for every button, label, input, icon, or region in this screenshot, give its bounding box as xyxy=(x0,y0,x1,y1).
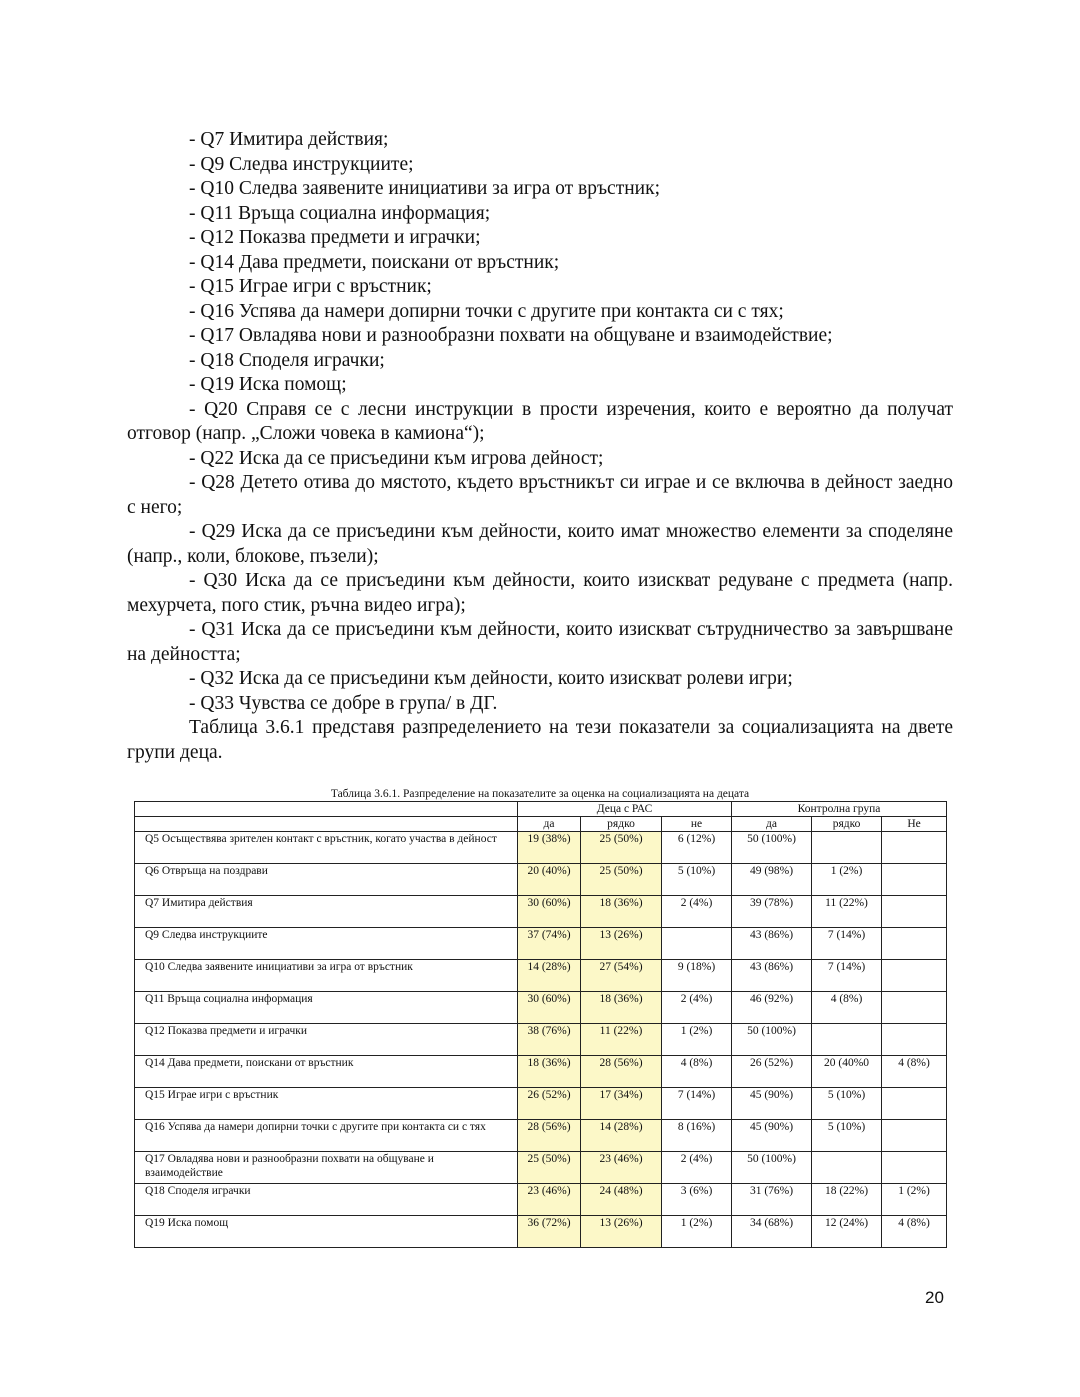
table-row xyxy=(135,928,947,960)
body-paragraph: - Q30 Иска да се присъедини към дейности, които изискват редуване с предмета (напр. мехурчета, пого стик, ръчна видео игра); xyxy=(127,570,953,616)
table-cell: 30 (60%) xyxy=(518,896,581,928)
body-paragraph: - Q32 Иска да се присъедини към дейности, които изискват ролеви игри; xyxy=(189,668,793,689)
table-sub-header-row xyxy=(135,817,947,832)
table-cell: 8 (16%) xyxy=(662,1120,732,1152)
body-paragraph: - Q19 Иска помощ; xyxy=(189,374,347,395)
table-cell: 1 (2%) xyxy=(882,1184,947,1216)
row-label: Q15 Играе игри с връстник xyxy=(135,1088,518,1120)
body-paragraph: - Q10 Следва заявените инициативи за игра от връстник; xyxy=(189,178,660,199)
row-label: Q10 Следва заявените инициативи за игра от връстник xyxy=(135,960,518,992)
table-cell: 34 (68%) xyxy=(732,1216,812,1248)
table-cell: 39 (78%) xyxy=(732,896,812,928)
table-cell: 7 (14%) xyxy=(662,1088,732,1120)
body-paragraph: - Q29 Иска да се присъедини към дейности, които имат множество елементи за споделяне (напр., коли, блокове, пъзели); xyxy=(127,521,953,567)
table-cell: 25 (50%) xyxy=(581,864,662,896)
table-cell: 23 (46%) xyxy=(518,1184,581,1216)
table-cell xyxy=(882,1088,947,1120)
table-cell: 38 (76%) xyxy=(518,1024,581,1056)
table-cell: 9 (18%) xyxy=(662,960,732,992)
table-cell: 28 (56%) xyxy=(518,1120,581,1152)
table-cell: 37 (74%) xyxy=(518,928,581,960)
table-cell xyxy=(812,1024,882,1056)
table-cell: 14 (28%) xyxy=(518,960,581,992)
table-row xyxy=(135,864,947,896)
row-label: Q5 Осъществява зрителен контакт с връстник, когато участва в дейност xyxy=(135,832,518,864)
table-cell: 19 (38%) xyxy=(518,832,581,864)
table-cell: 4 (8%) xyxy=(882,1056,947,1088)
table-cell: 45 (90%) xyxy=(732,1120,812,1152)
table-cell: 1 (2%) xyxy=(662,1024,732,1056)
table-cell: 18 (36%) xyxy=(518,1056,581,1088)
body-paragraph: - Q14 Дава предмети, поискани от връстник; xyxy=(189,251,560,273)
table-cell: 18 (22%) xyxy=(812,1184,882,1216)
table-cell: 18 (36%) xyxy=(581,896,662,928)
body-paragraph: - Q22 Иска да се присъедини към игрова дейност; xyxy=(189,447,604,469)
table-cell: 13 (26%) xyxy=(581,928,662,960)
table-cell: 2 (4%) xyxy=(662,896,732,928)
table-row xyxy=(135,1184,947,1216)
table-cell xyxy=(662,928,732,960)
sub-header-control-yes: да xyxy=(732,817,812,832)
table-row xyxy=(135,1216,947,1248)
sub-header-asd-rarely: рядко xyxy=(581,817,662,832)
body-paragraph: - Q12 Показва предмети и играчки; xyxy=(189,227,481,248)
table-cell: 3 (6%) xyxy=(662,1184,732,1216)
row-label: Q6 Отвръща на поздрави xyxy=(135,864,518,896)
table-cell: 4 (8%) xyxy=(882,1216,947,1248)
body-paragraph: - Q31 Иска да се присъедини към дейности, които изискват сътрудничество за завършване на дейността; xyxy=(127,619,953,665)
table-cell: 2 (4%) xyxy=(662,992,732,1024)
table-cell xyxy=(882,1024,947,1056)
table-cell: 6 (12%) xyxy=(662,832,732,864)
table-cell xyxy=(882,1120,947,1152)
row-label: Q18 Споделя играчки xyxy=(135,1184,518,1216)
table-cell: 30 (60%) xyxy=(518,992,581,1024)
table-cell: 50 (100%) xyxy=(732,1024,812,1056)
table-body xyxy=(135,832,947,1248)
table-row xyxy=(135,992,947,1024)
table-cell xyxy=(812,832,882,864)
body-paragraph: - Q15 Играе игри с връстник; xyxy=(189,276,432,297)
table-cell: 5 (10%) xyxy=(812,1120,882,1152)
body-paragraph: - Q11 Връща социална информация; xyxy=(189,202,491,224)
table-cell: 50 (100%) xyxy=(732,1152,812,1184)
table-corner-cell xyxy=(135,802,518,817)
table-cell: 14 (28%) xyxy=(581,1120,662,1152)
table-cell xyxy=(882,992,947,1024)
table-row xyxy=(135,832,947,864)
sub-header-asd-no: не xyxy=(662,817,732,832)
body-paragraph: - Q7 Имитира действия; xyxy=(189,129,389,150)
row-label: Q16 Успява да намери допирни точки с другите при контакта си с тях xyxy=(135,1120,518,1152)
table-cell: 4 (8%) xyxy=(812,992,882,1024)
table-cell: 36 (72%) xyxy=(518,1216,581,1248)
table-cell: 17 (34%) xyxy=(581,1088,662,1120)
table-cell: 25 (50%) xyxy=(518,1152,581,1184)
table-cell: 46 (92%) xyxy=(732,992,812,1024)
table-cell: 1 (2%) xyxy=(812,864,882,896)
table-row xyxy=(135,1120,947,1152)
table-cell: 12 (24%) xyxy=(812,1216,882,1248)
table-cell: 4 (8%) xyxy=(662,1056,732,1088)
sub-header-asd-yes: да xyxy=(518,817,581,832)
table-cell: 24 (48%) xyxy=(581,1184,662,1216)
table-cell xyxy=(812,1152,882,1184)
table-cell: 23 (46%) xyxy=(581,1152,662,1184)
table-caption: Таблица 3.6.1. Разпределение на показателите за оценка на социализацията на децата xyxy=(330,788,750,800)
body-text xyxy=(127,128,953,765)
table-row xyxy=(135,1088,947,1120)
table-cell xyxy=(882,896,947,928)
table-cell xyxy=(882,960,947,992)
table-cell: 26 (52%) xyxy=(518,1088,581,1120)
table-cell xyxy=(882,832,947,864)
body-paragraph: - Q20 Справя се с лесни инструкции в прости изречения, които е вероятно да получат отговор (напр. „Сложи човека в камиона“); xyxy=(127,398,953,444)
table-cell: 50 (100%) xyxy=(732,832,812,864)
table-cell: 20 (40%) xyxy=(518,864,581,896)
page-number: 20 xyxy=(925,1288,944,1307)
row-label: Q19 Иска помощ xyxy=(135,1216,518,1248)
table-cell: 5 (10%) xyxy=(812,1088,882,1120)
row-label: Q14 Дава предмети, поискани от връстник xyxy=(135,1056,518,1088)
table-cell: 45 (90%) xyxy=(732,1088,812,1120)
row-label: Q17 Овладява нови и разнообразни похвати на общуване и взаимодействие xyxy=(135,1152,518,1184)
body-paragraph: - Q18 Споделя играчки; xyxy=(189,349,385,371)
table-cell: 13 (26%) xyxy=(581,1216,662,1248)
table-cell: 1 (2%) xyxy=(662,1216,732,1248)
body-paragraph: - Q33 Чувства се добре в група/ в ДГ. xyxy=(189,692,498,714)
row-label: Q12 Показва предмети и играчки xyxy=(135,1024,518,1056)
table-cell: 20 (40%0 xyxy=(812,1056,882,1088)
table-row xyxy=(135,1152,947,1184)
body-paragraph: - Q9 Следва инструкциите; xyxy=(189,153,414,175)
group-header-control: Контролна група xyxy=(732,802,947,817)
table-cell: 28 (56%) xyxy=(581,1056,662,1088)
table-cell: 43 (86%) xyxy=(732,928,812,960)
table-group-header-row xyxy=(135,802,947,817)
table-label-header-cell xyxy=(135,817,518,832)
table-cell xyxy=(882,928,947,960)
sub-header-control-no: Не xyxy=(882,817,947,832)
table-cell xyxy=(882,864,947,896)
table-cell: 11 (22%) xyxy=(581,1024,662,1056)
table-cell: 18 (36%) xyxy=(581,992,662,1024)
sub-header-control-rarely: рядко xyxy=(812,817,882,832)
table-cell: 2 (4%) xyxy=(662,1152,732,1184)
table-cell xyxy=(882,1152,947,1184)
row-label: Q7 Имитира действия xyxy=(135,896,518,928)
table-cell: 49 (98%) xyxy=(732,864,812,896)
table-cell: 26 (52%) xyxy=(732,1056,812,1088)
table-cell: 43 (86%) xyxy=(732,960,812,992)
table-row xyxy=(135,1024,947,1056)
body-paragraph: - Q28 Детето отива до мястото, където връстникът си играе и се включва в дейност заедно с него; xyxy=(127,472,953,518)
table-cell: 27 (54%) xyxy=(581,960,662,992)
table-cell: 11 (22%) xyxy=(812,896,882,928)
row-label: Q11 Връща социална информация xyxy=(135,992,518,1024)
row-label: Q9 Следва инструкциите xyxy=(135,928,518,960)
table-cell: 31 (76%) xyxy=(732,1184,812,1216)
table-row xyxy=(135,896,947,928)
table-cell: 5 (10%) xyxy=(662,864,732,896)
table-cell: 7 (14%) xyxy=(812,928,882,960)
table-row xyxy=(135,960,947,992)
body-paragraph: Таблица 3.6.1 представя разпределението на тези показатели за социализацията на двете групи деца. xyxy=(127,717,953,763)
body-paragraph: - Q16 Успява да намери допирни точки с другите при контакта си с тях; xyxy=(189,300,784,322)
body-paragraph: - Q17 Овладява нови и разнообразни похвати на общуване и взаимодействие; xyxy=(189,325,833,346)
socialization-table xyxy=(134,801,947,1248)
table-cell: 7 (14%) xyxy=(812,960,882,992)
table-cell: 25 (50%) xyxy=(581,832,662,864)
group-header-asd: Деца с РАС xyxy=(518,802,732,817)
table-row xyxy=(135,1056,947,1088)
